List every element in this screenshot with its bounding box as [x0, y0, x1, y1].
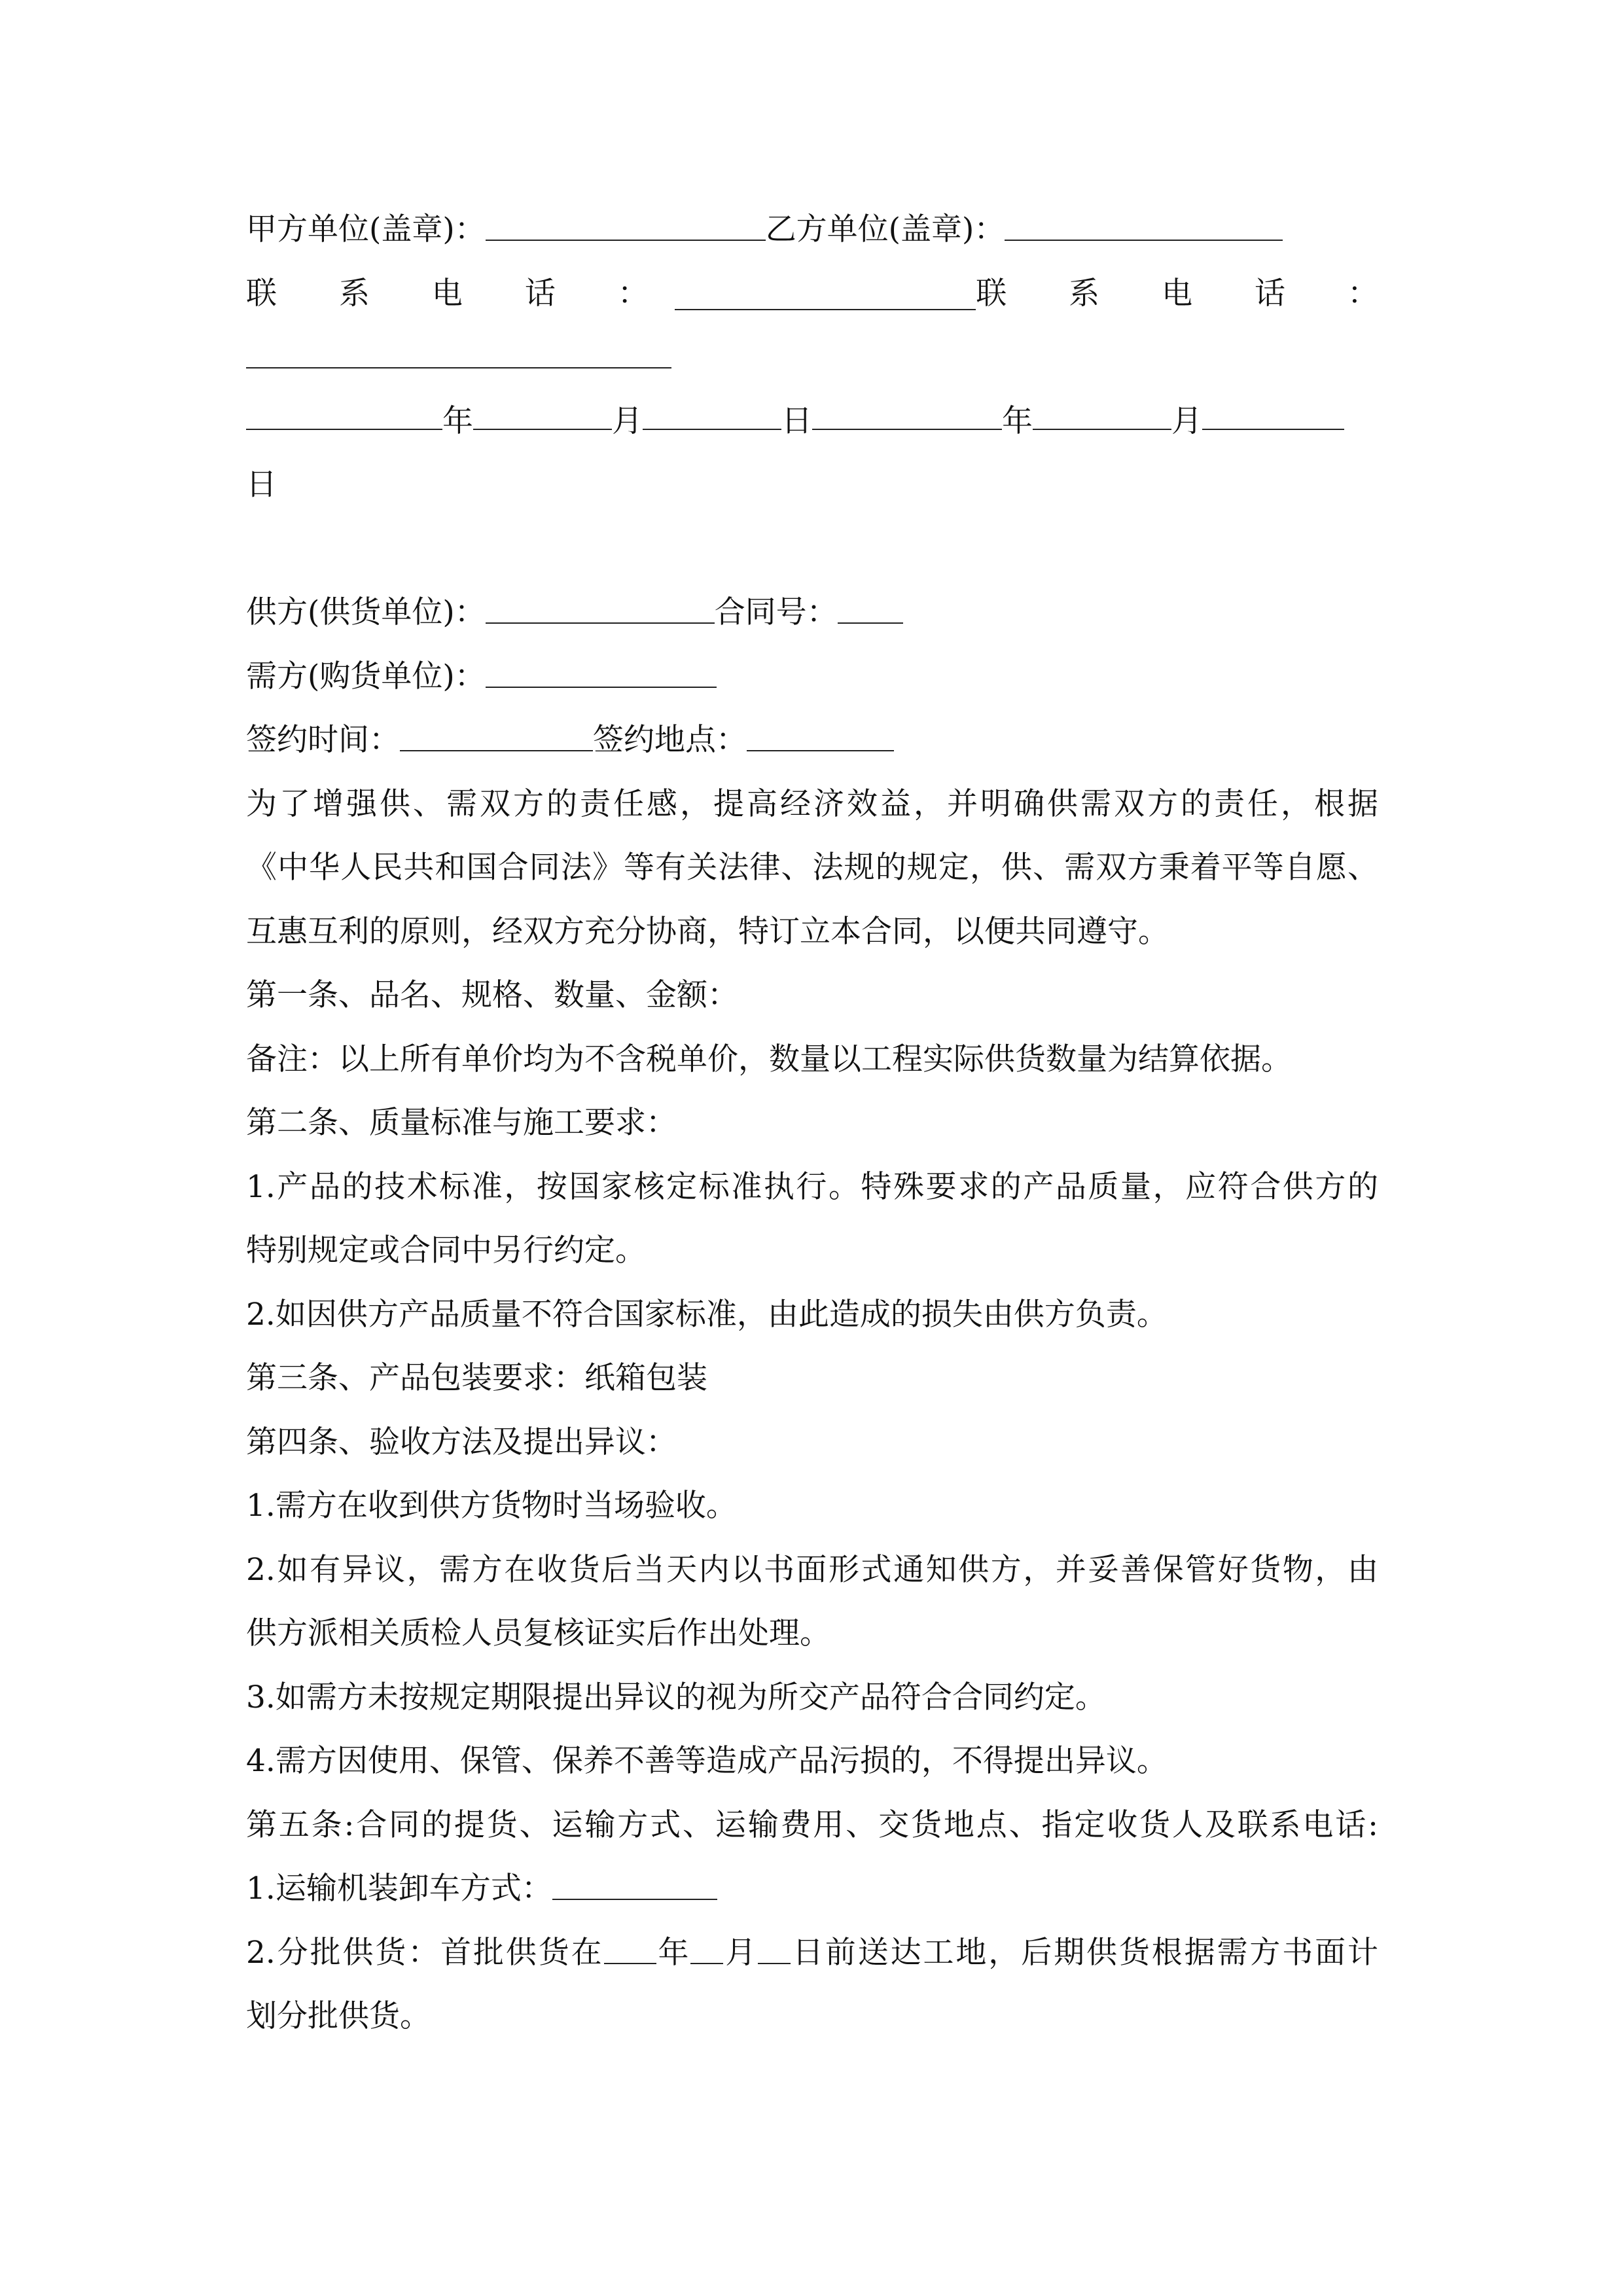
batch-year-label: 年	[656, 1934, 691, 1971]
supplier-blank[interactable]	[486, 583, 715, 624]
phone-a-label: 联 系 电 话 ：	[246, 275, 675, 312]
transport-label: 1.运输机装卸车方式：	[246, 1871, 552, 1907]
intro-line: 《中华人民共和国合同法》等有关法律、法规的规定，供、需双方秉着平等自愿、	[246, 850, 1378, 886]
intro-line: 互惠互利的原则，经双方充分协商，特订立本合同，以便共同遵守。	[246, 913, 1169, 950]
day-a-blank[interactable]	[643, 389, 781, 430]
day-line	[246, 453, 1378, 517]
contract-page	[246, 198, 1404, 2049]
day-b-blank[interactable]	[1202, 389, 1344, 430]
phone-a-blank[interactable]	[675, 262, 976, 310]
article-4-item: 3.如需方未按规定期限提出异议的视为所交产品符合合同约定。	[246, 1679, 1106, 1715]
article-5-item	[246, 1857, 1378, 1921]
year-label: 年	[1002, 403, 1033, 439]
contract-no-blank[interactable]	[838, 583, 903, 624]
batch-suffix: 日前送达工地，后期供货根据需方书面计	[791, 1934, 1379, 1971]
batch-month-blank[interactable]	[690, 1924, 723, 1964]
phone-b-blank[interactable]	[246, 328, 671, 368]
buyer-label: 需方(购货单位)：	[246, 658, 486, 694]
supplier-line	[246, 581, 1378, 645]
sign-time-blank[interactable]	[400, 711, 593, 751]
intro-line: 为了增强供、需双方的责任感，提高经济效益，并明确供需双方的责任，根据	[246, 785, 1378, 822]
article-2-item: 特别规定或合同中另行约定。	[246, 1232, 646, 1268]
article-5-item	[246, 1921, 1378, 1985]
phone-b-label: 联 系 电 话 ：	[976, 275, 1404, 312]
phone-line	[246, 262, 1404, 326]
party-a-blank[interactable]	[486, 200, 766, 241]
party-b-blank[interactable]	[1005, 200, 1283, 241]
article-5-heading: 第五条:合同的提货、运输方式、运输费用、交货地点、指定收货人及联系电话:	[246, 1806, 1378, 1843]
article-1-heading: 第一条、品名、规格、数量、金额：	[246, 977, 738, 1013]
month-label: 月	[1171, 403, 1202, 439]
article-4-item: 1.需方在收到供方货物时当场验收。	[246, 1488, 737, 1524]
article-2-item: 2.如因供方产品质量不符合国家标准，由此造成的损失由供方负责。	[246, 1296, 1168, 1333]
note-line: 备注：以上所有单价均为不含税单价，数量以工程实际供货数量为结算依据。	[246, 1041, 1292, 1077]
article-4-item: 4.需方因使用、保管、保养不善等造成产品污损的，不得提出异议。	[246, 1743, 1168, 1779]
party-line	[246, 198, 1378, 262]
sign-time-label: 签约时间：	[246, 722, 400, 758]
article-4-item: 供方派相关质检人员复核证实后作出处理。	[246, 1615, 830, 1651]
year-a-blank[interactable]	[246, 389, 442, 430]
buyer-line	[246, 645, 1378, 709]
contract-no-label: 合同号：	[714, 594, 838, 630]
batch-year-blank[interactable]	[604, 1924, 656, 1964]
buyer-blank[interactable]	[486, 647, 717, 688]
month-a-blank[interactable]	[473, 389, 612, 430]
party-a-label: 甲方单位(盖章)：	[246, 211, 486, 247]
batch-day-blank[interactable]	[758, 1924, 791, 1964]
phone-b-line	[246, 325, 1378, 389]
batch-prefix: 2.分批供货：首批供货在	[246, 1934, 604, 1971]
month-label: 月	[612, 403, 643, 439]
batch-month-label: 月	[723, 1934, 758, 1971]
transport-blank[interactable]	[552, 1859, 717, 1900]
article-4-item: 2.如有异议，需方在收货后当天内以书面形式通知供方，并妥善保管好货物，由	[246, 1551, 1378, 1588]
sign-place-blank[interactable]	[747, 711, 894, 751]
month-b-blank[interactable]	[1033, 389, 1171, 430]
sign-line	[246, 708, 1378, 772]
date-line	[246, 389, 1378, 454]
supplier-label: 供方(供货单位)：	[246, 594, 486, 630]
sign-place-label: 签约地点：	[593, 722, 747, 758]
day-label: 日	[246, 467, 277, 503]
year-b-blank[interactable]	[812, 389, 1002, 430]
article-2-heading: 第二条、质量标准与施工要求：	[246, 1105, 677, 1141]
article-3-heading: 第三条、产品包装要求：纸箱包装	[246, 1360, 707, 1396]
article-4-heading: 第四条、验收方法及提出异议：	[246, 1424, 677, 1460]
article-2-item: 1.产品的技术标准，按国家核定标准执行。特殊要求的产品质量，应符合供方的	[246, 1168, 1378, 1205]
year-label: 年	[442, 403, 473, 439]
party-b-label: 乙方单位(盖章)：	[765, 211, 1005, 247]
day-label: 日	[781, 403, 812, 439]
article-5-item: 划分批供货。	[246, 1998, 431, 2034]
